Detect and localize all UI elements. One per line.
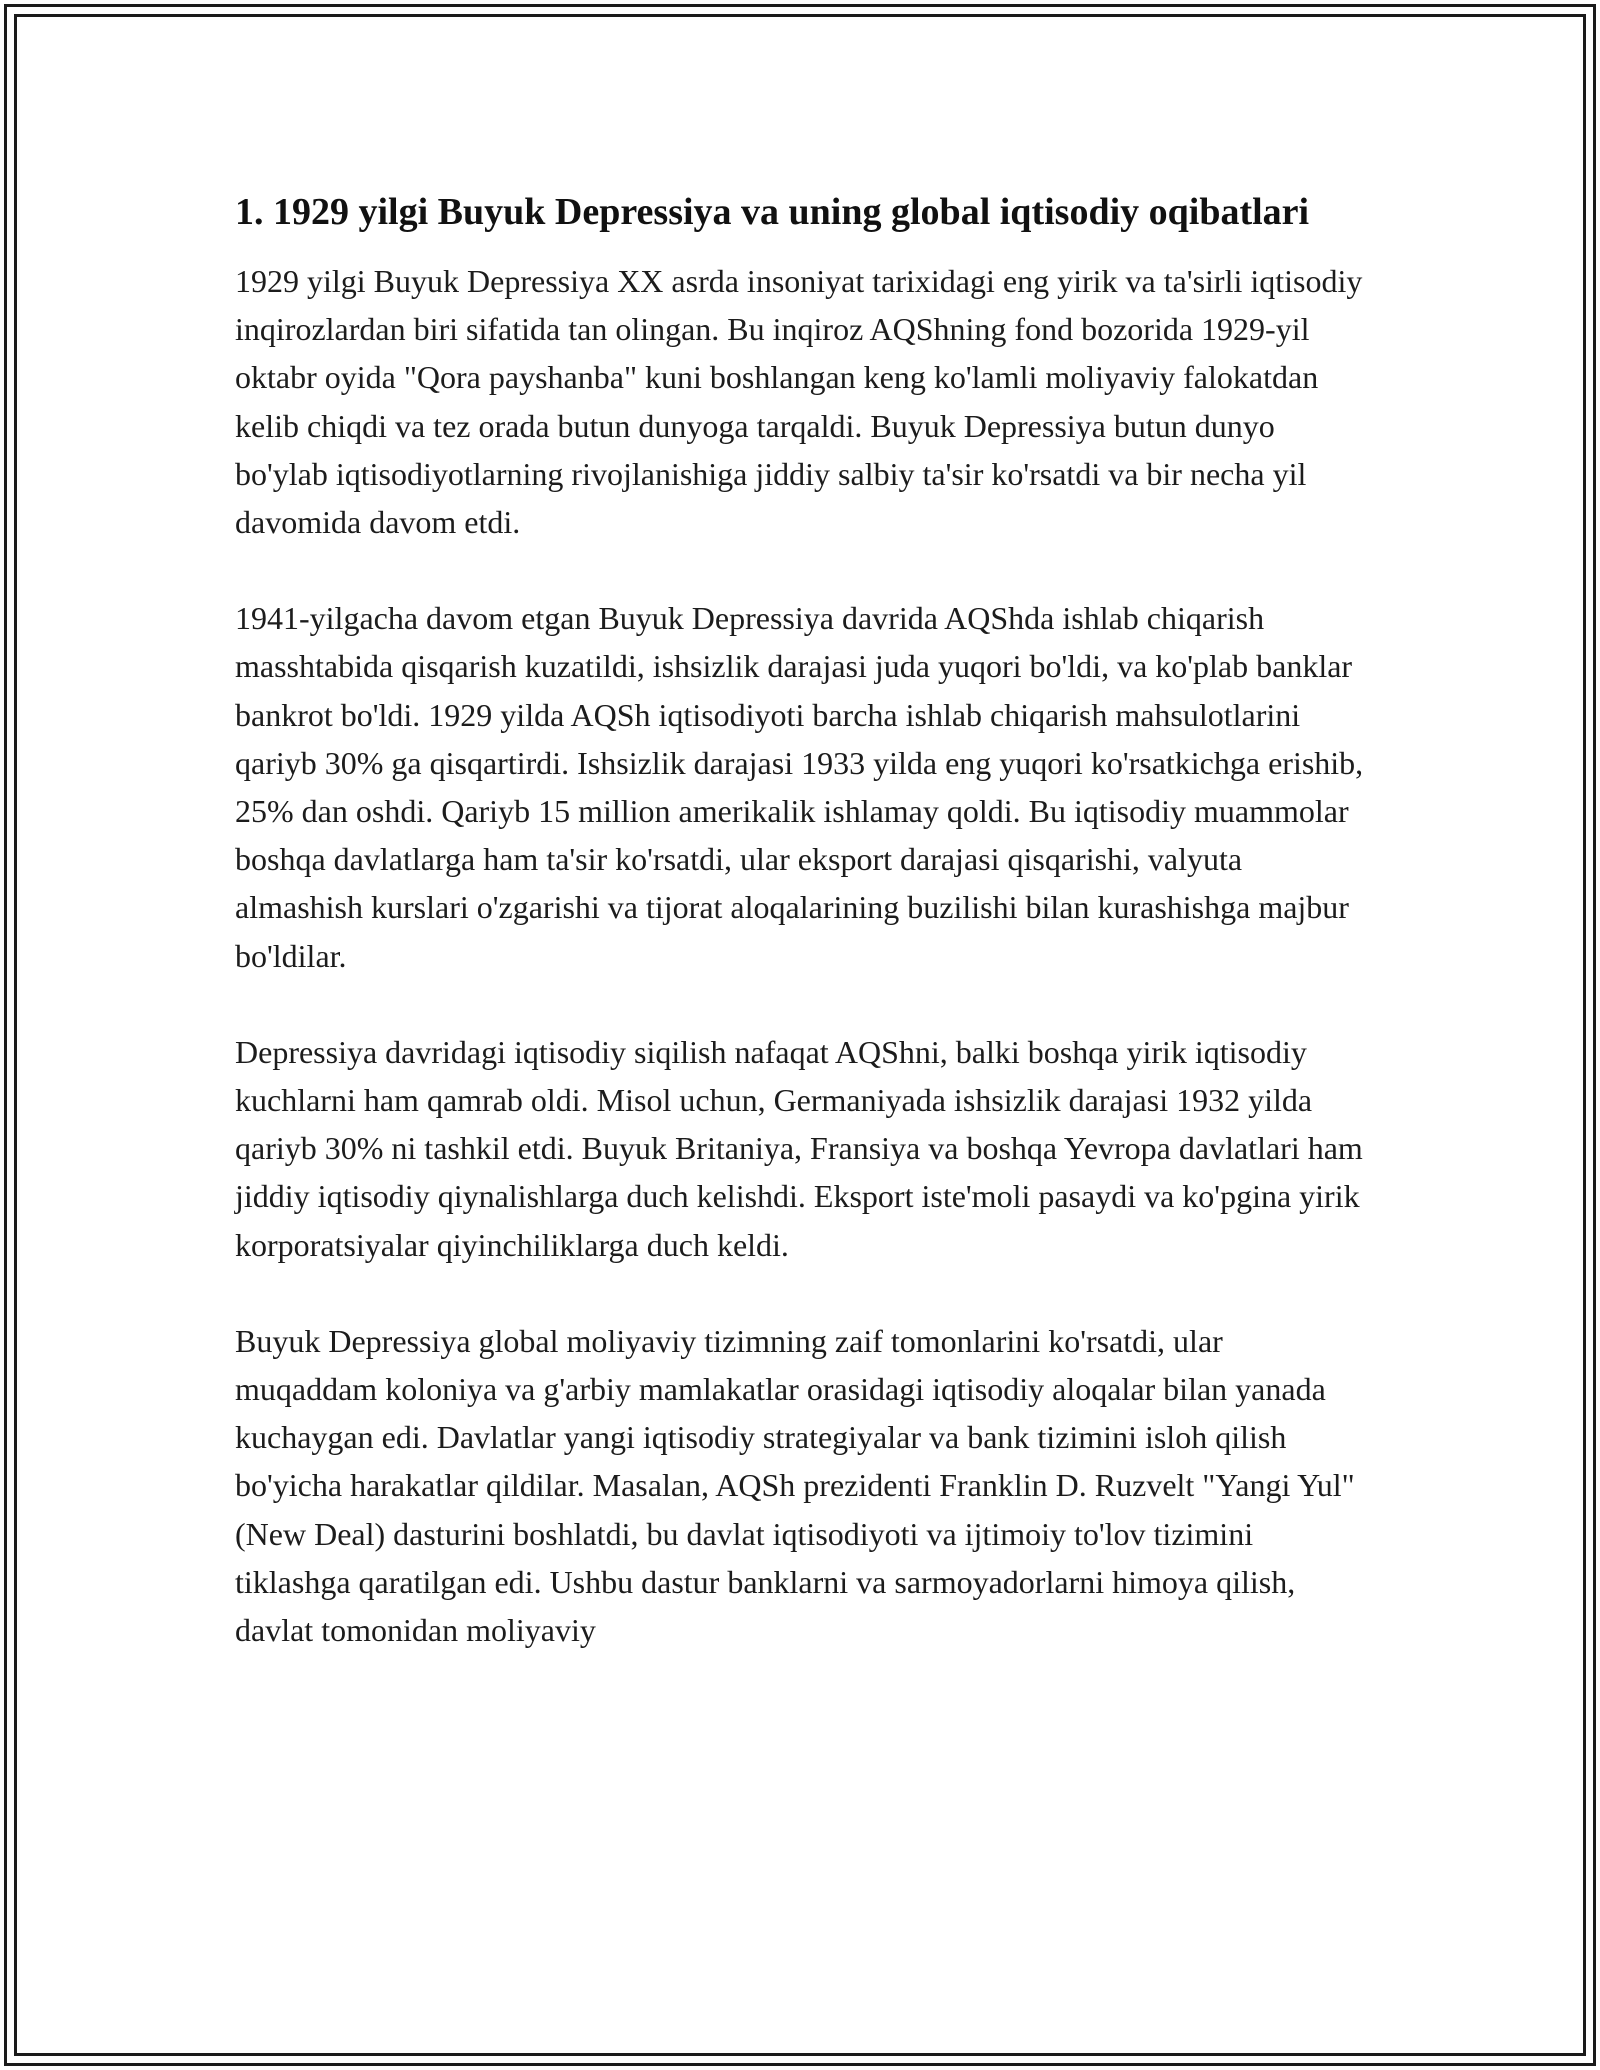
section-heading: 1. 1929 yilgi Buyuk Depressiya va uning global iqtisodiy oqibatlari bbox=[235, 191, 1310, 233]
paragraph-2: 1941-yilgacha davom etgan Buyuk Depressiya davrida AQShda ishlab chiqarish masshtabida qisqarish kuzatildi, ishsizlik darajasi juda yuqori bo'ldi, va ko'plab banklar bankrot bo'ldi. 1929 yilda AQSh iqtisodiyoti barcha ishlab chiqarish mahsulotlarini qariyb 30% ga qisqartirdi. Ishsizlik darajasi 1933 yilda eng yuqori ko'rsatkichga erishib, 25% dan oshdi. Qariyb 15 million amerikalik ishlamay qoldi. Bu iqtisodiy muammolar boshqa davlatlarga ham ta'sir ko'rsatdi, ular eksport darajasi qisqarishi, valyuta almashish kurslari o'zgarishi va tijorat aloqalarining buzilishi bilan kurashishga majbur bo'ldilar. bbox=[235, 600, 1364, 974]
paragraph-4: Buyuk Depressiya global moliyaviy tizimning zaif tomonlarini ko'rsatdi, ular muqaddam koloniya va g'arbiy mamlakatlar orasidagi iqtisodiy aloqalar bilan yanada kuchaygan edi. Davlatlar yangi iqtisodiy strategiyalar va bank tizimini isloh qilish bo'yicha harakatlar qildilar. Masalan, AQSh prezidenti Franklin D. Ruzvelt "Yangi Yul" (New Deal) dasturini boshlatdi, bu davlat iqtisodiyoti va ijtimoiy to'lov tizimini tiklashga qaratilgan edi. Ushbu dastur banklarni va sarmoyadorlarni himoya qilish, davlat tomonidan moliyaviy bbox=[235, 1322, 1355, 1649]
paragraph-1: 1929 yilgi Buyuk Depressiya XX asrda insoniyat tarixidagi eng yirik va ta'sirli iqtisodiy inqirozlardan biri sifatida tan olingan. Bu inqiroz AQShning fond bozorida 1929-yil oktabr oyida "Qora payshanba" kuni boshlangan keng ko'lamli moliyaviy falokatdan kelib chiqdi va tez orada butun dunyoga tarqaldi. Buyuk Depressiya butun dunyo bo'ylab iqtisodiyotlarning rivojlanishiga jiddiy salbiy ta'sir ko'rsatdi va bir necha yil davomida davom etdi. bbox=[235, 263, 1363, 541]
document-body bbox=[235, 185, 1365, 1702]
paragraph-3: Depressiya davridagi iqtisodiy siqilish nafaqat AQShni, balki boshqa yirik iqtisodiy kuchlarni ham qamrab oldi. Misol uchun, Germaniyada ishsizlik darajasi 1932 yilda qariyb 30% ni tashkil etdi. Buyuk Britaniya, Fransiya va boshqa Yevropa davlatlari ham jiddiy iqtisodiy qiynalishlarga duch kelishdi. Eksport iste'moli pasaydi va ko'pgina yirik korporatsiyalar qiyinchiliklarga duch keldi. bbox=[235, 1033, 1363, 1263]
